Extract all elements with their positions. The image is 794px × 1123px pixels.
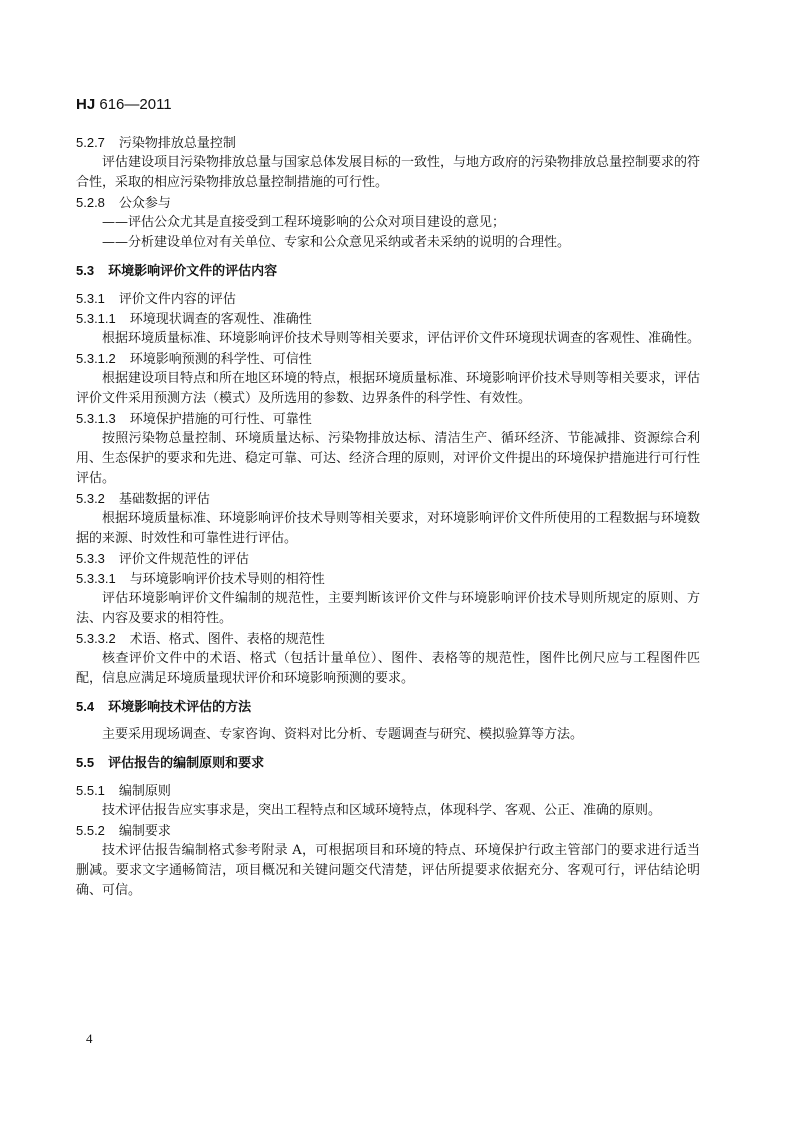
heading-title: 评价文件内容的评估: [118, 291, 236, 306]
heading-title: 环境现状调查的客观性、准确性: [129, 311, 312, 326]
subsection-heading: [76, 821, 700, 841]
paragraph: 技术评估报告编制格式参考附录 A，可根据项目和环境的特点、环境保护行政主管部门的要求进行适当删减。要求文字通畅简洁，项目概况和关键问题交代清楚，评估所提要求依据充分、客观可行，评估结论明确、可信。: [76, 843, 700, 898]
heading-number: 5.3.3.2: [76, 631, 116, 646]
heading-number: 5.5.2: [76, 823, 105, 838]
heading-title: 编制原则: [118, 783, 171, 798]
heading-number: 5.4: [76, 699, 95, 714]
subsection-heading: [76, 349, 700, 369]
paragraph: 评估建设项目污染物排放总量与国家总体发展目标的一致性，与地方政府的污染物排放总量控制要求的符合性，采取的相应污染物排放总量控制措施的可行性。: [76, 155, 701, 190]
paragraph: 主要采用现场调查、专家咨询、资料对比分析、专题调查与研究、模拟验算等方法。: [102, 727, 584, 742]
heading-title: 环境影响评价文件的评估内容: [108, 263, 278, 278]
doc-code: HJ: [76, 96, 96, 113]
heading-number: 5.5: [76, 755, 95, 770]
paragraph: 根据环境质量标准、环境影响评价技术导则等相关要求，评估评价文件环境现状调查的客观性、准确性。: [102, 331, 701, 346]
section-heading: [76, 697, 700, 717]
heading-number: 5.3.2: [76, 491, 105, 506]
heading-title: 环境影响技术评估的方法: [108, 699, 252, 714]
paragraph: 根据建设项目特点和所在地区环境的特点，根据环境质量标准、环境影响评价技术导则等相关要求，评估评价文件采用预测方法（模式）及所选用的参数、边界条件的科学性、有效性。: [76, 371, 701, 406]
subsection-heading: [76, 569, 700, 589]
paragraph: 按照污染物总量控制、环境质量达标、污染物排放达标、清洁生产、循环经济、节能减排、资源综合利用、生态保护的要求和先进、稳定可靠、可达、经济合理的原则，对评价文件提出的环境保护措施进行可行性评估。: [76, 431, 701, 486]
heading-title: 基础数据的评估: [118, 491, 210, 506]
heading-number: 5.3.3: [76, 551, 105, 566]
paragraph: 核查评价文件中的术语、格式（包括计量单位）、图件、表格等的规范性，图件比例尺应与工程图件匹配，信息应满足环境质量现状评价和环境影响预测的要求。: [76, 651, 700, 686]
heading-number: 5.3.1.2: [76, 351, 116, 366]
subsection-heading: [76, 549, 700, 569]
subsection-heading: [76, 489, 700, 509]
subsection-heading: [76, 629, 700, 649]
paragraph: 评估环境影响评价文件编制的规范性，主要判断该评价文件与环境影响评价技术导则所规定的原则、方法、内容及要求的相符性。: [76, 591, 700, 626]
subsection-heading: [76, 409, 700, 429]
doc-number: 616—2011: [99, 96, 172, 113]
subsection-heading: [76, 133, 700, 153]
heading-number: 5.3.3.1: [76, 571, 116, 586]
heading-number: 5.2.7: [76, 135, 105, 150]
heading-number: 5.3.1.1: [76, 311, 116, 326]
subsection-heading: [76, 781, 700, 801]
heading-number: 5.3.1.3: [76, 411, 116, 426]
heading-title: 与环境影响评价技术导则的相符性: [129, 571, 325, 586]
section-heading: [76, 753, 700, 773]
heading-number: 5.3: [76, 263, 95, 278]
heading-title: 污染物排放总量控制: [118, 135, 236, 150]
heading-title: 环境保护措施的可行性、可靠性: [129, 411, 312, 426]
paragraph: ——分析建设单位对有关单位、专家和公众意见采纳或者未采纳的说明的合理性。: [102, 235, 571, 250]
paragraph: ——评估公众尤其是直接受到工程环境影响的公众对项目建设的意见；: [102, 215, 506, 230]
page-number: 4: [86, 1031, 93, 1046]
heading-number: 5.2.8: [76, 195, 105, 210]
heading-title: 评估报告的编制原则和要求: [108, 755, 265, 770]
document-body: [76, 133, 700, 901]
paragraph: 根据环境质量标准、环境影响评价技术导则等相关要求，对环境影响评价文件所使用的工程数据与环境数据的来源、时效性和可靠性进行评估。: [76, 511, 701, 546]
heading-title: 评价文件规范性的评估: [118, 551, 249, 566]
heading-number: 5.5.1: [76, 783, 105, 798]
heading-title: 公众参与: [118, 195, 171, 210]
subsection-heading: [76, 309, 700, 329]
heading-number: 5.3.1: [76, 291, 105, 306]
heading-title: 环境影响预测的科学性、可信性: [129, 351, 312, 366]
doc-header: [76, 96, 172, 113]
section-heading: [76, 261, 700, 281]
paragraph: 技术评估报告应实事求是，突出工程特点和区域环境特点，体现科学、客观、公正、准确的原则。: [102, 803, 662, 818]
subsection-heading: [76, 289, 700, 309]
heading-title: 术语、格式、图件、表格的规范性: [129, 631, 325, 646]
subsection-heading: [76, 193, 700, 213]
heading-title: 编制要求: [118, 823, 171, 838]
